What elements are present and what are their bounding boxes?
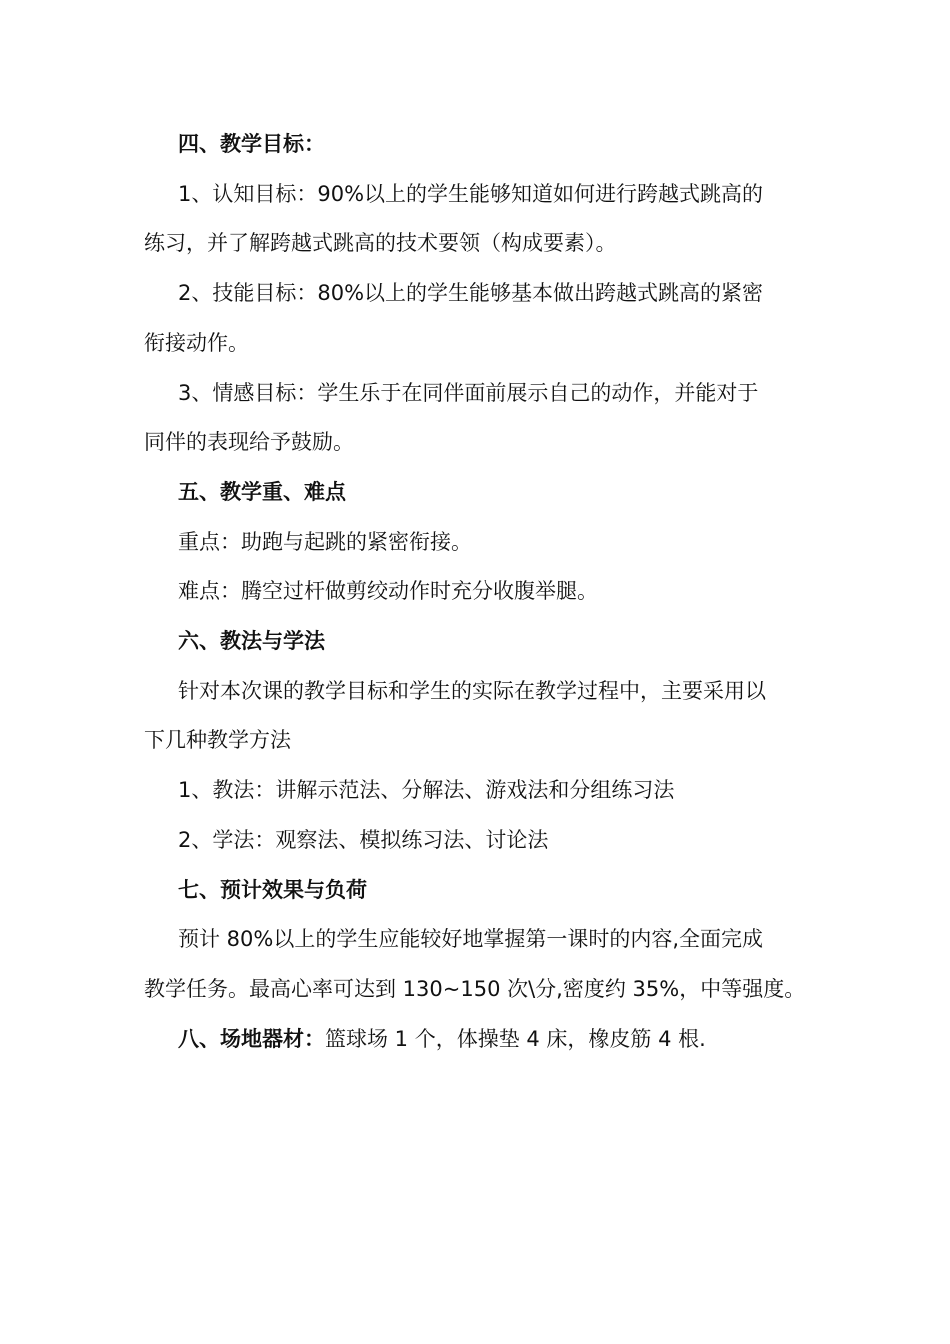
teaching-methods: 1、教法：讲解示范法、分解法、游戏法和分组练习法 bbox=[178, 778, 675, 803]
section-6-heading: 六、教法与学法 bbox=[178, 629, 325, 654]
methods-intro-line-2: 下几种教学方法 bbox=[144, 728, 291, 753]
section-5-heading: 五、教学重、难点 bbox=[178, 479, 346, 504]
key-point: 重点：助跑与起跳的紧密衔接。 bbox=[178, 529, 472, 554]
methods-intro-line-1: 针对本次课的教学目标和学生的实际在教学过程中，主要采用以 bbox=[178, 678, 766, 703]
goal-skill-line-2: 衔接动作。 bbox=[144, 330, 249, 355]
section-4-heading: 四、教学目标： bbox=[178, 132, 325, 156]
equipment-list: 篮球场 1 个，体操垫 4 床，橡皮筋 4 根. bbox=[325, 1026, 706, 1051]
goal-cognitive-line-1: 1、认知目标：90%以上的学生能够知道如何进行跨越式跳高的 bbox=[178, 181, 764, 206]
expected-effect-line-1: 预计 80%以上的学生应能较好地掌握第一课时的内容,全面完成 bbox=[178, 927, 764, 952]
goal-skill-line-1: 2、技能目标：80%以上的学生能够基本做出跨越式跳高的紧密 bbox=[178, 281, 764, 306]
goal-affective-line-2: 同伴的表现给予鼓励。 bbox=[144, 430, 354, 455]
section-8-heading: 八、场地器材： bbox=[178, 1026, 325, 1051]
section-8 bbox=[144, 1015, 806, 1065]
learning-methods: 2、学法：观察法、模拟练习法、讨论法 bbox=[178, 827, 549, 852]
difficulty-point: 难点：腾空过杆做剪绞动作时充分收腹举腿。 bbox=[178, 579, 598, 604]
goal-cognitive-line-2: 练习，并了解跨越式跳高的技术要领（构成要素）。 bbox=[144, 231, 617, 256]
goal-affective-line-1: 3、情感目标：学生乐于在同伴面前展示自己的动作，并能对于 bbox=[178, 380, 759, 405]
section-7-heading: 七、预计效果与负荷 bbox=[178, 877, 367, 902]
expected-effect-line-2: 教学任务。最高心率可达到 130~150 次\分,密度约 35%，中等强度。 bbox=[144, 976, 806, 1001]
